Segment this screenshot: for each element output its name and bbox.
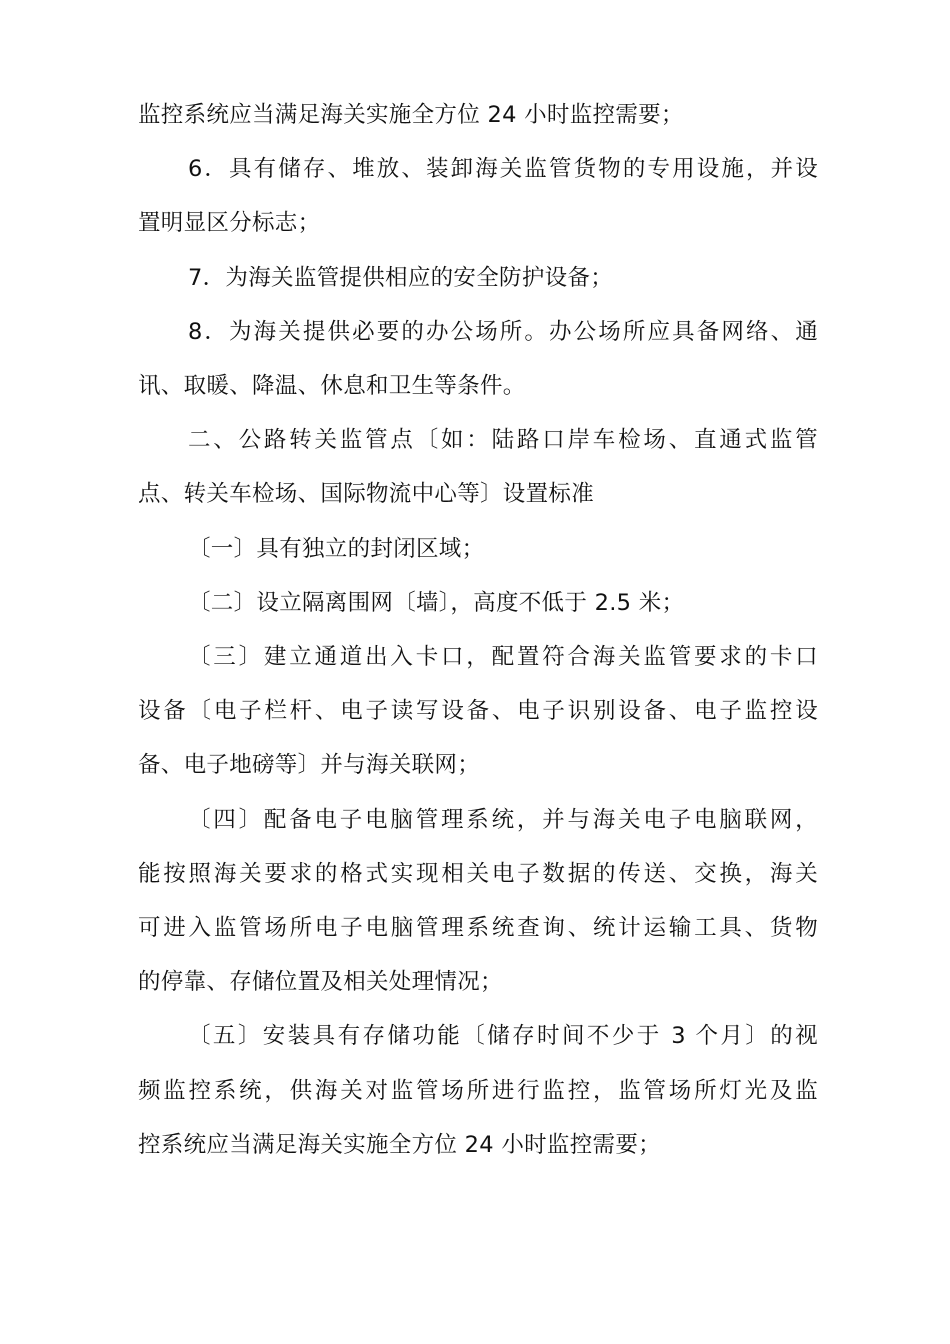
text-line: 可进入监管场所电子电脑管理系统查询、统计运输工具、货物 — [138, 915, 818, 942]
text-line: 控系统应当满足海关实施全方位 24 小时监控需要； — [138, 1131, 661, 1158]
text-line: 〔四〕配备电子电脑管理系统，并与海关电子电脑联网， — [188, 806, 818, 833]
text-line: 〔一〕具有独立的封闭区域； — [188, 535, 485, 562]
paragraph-item-7 — [138, 251, 818, 305]
paragraph-monitoring-continued — [138, 88, 818, 142]
text-line: 点、转关车检场、国际物流中心等〕设置标准 — [138, 481, 595, 508]
section-heading-highway-transit — [138, 413, 818, 521]
text-line: 备、电子地磅等〕并与海关联网； — [138, 752, 481, 779]
document-body — [138, 88, 818, 1172]
text-line: 监控系统应当满足海关实施全方位 24 小时监控需要； — [138, 102, 684, 128]
text-line: 〔三〕建立通道出入卡口，配置符合海关监管要求的卡口 — [188, 644, 818, 671]
paragraph-sub-2 — [138, 576, 818, 630]
text-line: 的停靠、存储位置及相关处理情况； — [138, 969, 503, 996]
paragraph-item-8 — [138, 305, 818, 413]
text-line: 6．具有储存、堆放、装卸海关监管货物的专用设施，并设 — [188, 156, 818, 183]
paragraph-sub-3 — [138, 630, 818, 793]
text-line: 置明显区分标志； — [138, 210, 321, 237]
text-line: 二、公路转关监管点〔如：陆路口岸车检场、直通式监管 — [188, 427, 818, 454]
text-line: 8．为海关提供必要的办公场所。办公场所应具备网络、通 — [188, 318, 818, 345]
text-line: 频监控系统，供海关对监管场所进行监控，监管场所灯光及监 — [138, 1077, 818, 1104]
text-line: 〔五〕安装具有存储功能〔储存时间不少于 3 个月〕的视 — [188, 1023, 818, 1050]
text-line: 设备〔电子栏杆、电子读写设备、电子识别设备、电子监控设 — [138, 698, 818, 725]
text-line: 7．为海关监管提供相应的安全防护设备； — [188, 264, 614, 291]
paragraph-item-6 — [138, 142, 818, 250]
text-line: 能按照海关要求的格式实现相关电子数据的传送、交换，海关 — [138, 860, 818, 887]
paragraph-sub-5 — [138, 1009, 818, 1172]
paragraph-sub-4 — [138, 793, 818, 1010]
text-line: 〔二〕设立隔离围网〔墙〕，高度不低于 2.5 米； — [188, 589, 685, 616]
text-line: 讯、取暖、降温、休息和卫生等条件。 — [138, 373, 526, 400]
paragraph-sub-1 — [138, 522, 818, 576]
